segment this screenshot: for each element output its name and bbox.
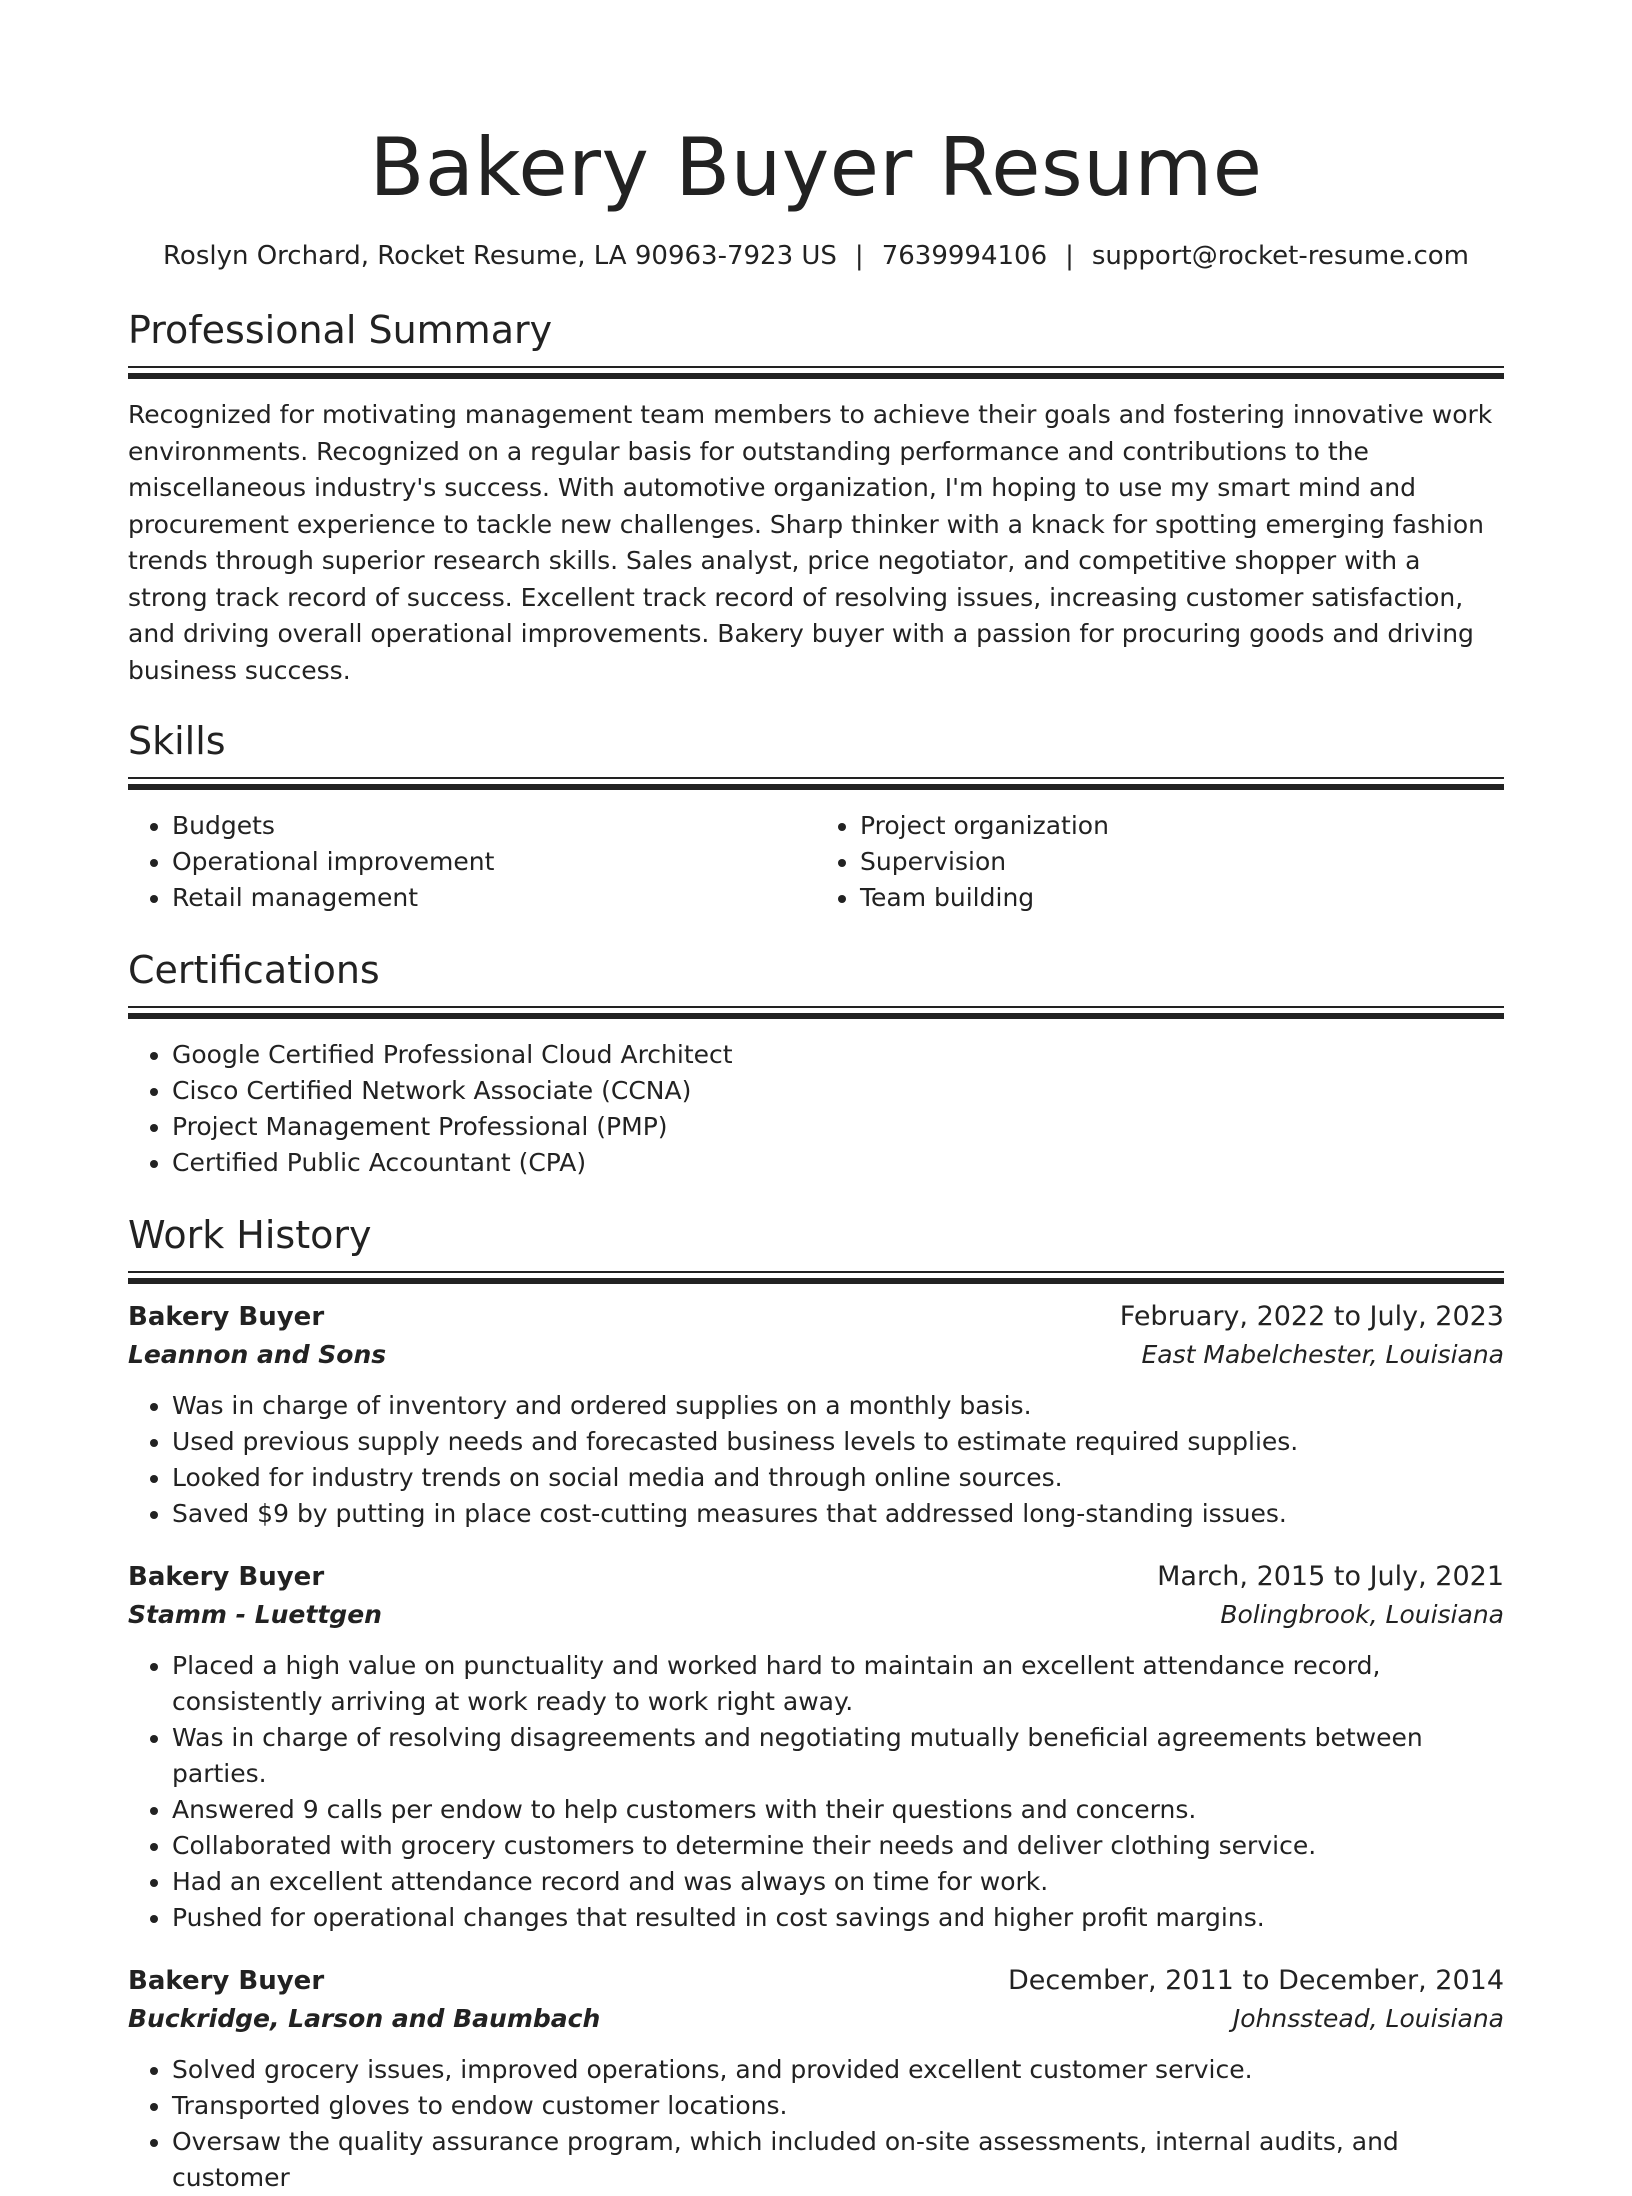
certification-item: • Certified Public Accountant (CPA) — [172, 1145, 1504, 1181]
section-divider — [128, 1271, 1504, 1284]
job-dates: December, 2011 to December, 2014 — [1007, 1965, 1504, 1996]
job-bullet: • Was in charge of resolving disagreements and negotiating mutually beneficial agreements between parties. — [172, 1720, 1504, 1792]
job-bullet: • Collaborated with grocery customers to determine their needs and deliver clothing service. — [172, 1828, 1504, 1864]
resume-title: Bakery Buyer Resume — [369, 121, 1263, 214]
job-entry — [128, 1558, 1504, 1936]
job-bullet: • Saved $9 by putting in place cost-cutting measures that addressed long-standing issues. — [172, 1496, 1504, 1532]
certification-item: • Cisco Certified Network Associate (CCNA) — [172, 1073, 1504, 1109]
job-subheader — [128, 2000, 1504, 2038]
skill-item: • Retail management — [172, 880, 816, 916]
job-company: Stamm - Luettgen — [128, 1600, 382, 1629]
job-bullet: • Placed a high value on punctuality and worked hard to maintain an excellent attendance record, consistently arriving at work ready to work right away. — [172, 1648, 1504, 1720]
job-bullet: • Solved grocery issues, improved operations, and provided excellent customer service. — [172, 2052, 1504, 2088]
contact-address: Roslyn Orchard, Rocket Resume, LA 90963-7923 US — [163, 241, 837, 271]
section-title-skills: Skills — [128, 719, 226, 763]
job-bullet: • Used previous supply needs and forecasted business levels to estimate required supplies. — [172, 1424, 1504, 1460]
certification-item: • Google Certified Professional Cloud Architect — [172, 1037, 1504, 1073]
job-header — [128, 1558, 1504, 1596]
skills-section — [128, 717, 1504, 916]
certifications-section — [128, 946, 1504, 1181]
skill-item: • Project organization — [860, 808, 1504, 844]
summary-section — [128, 306, 1504, 689]
skill-item: • Budgets — [172, 808, 816, 844]
job-company: Buckridge, Larson and Baumbach — [128, 2004, 601, 2033]
work-history-section — [128, 1211, 1504, 2196]
skill-item: • Supervision — [860, 844, 1504, 880]
contact-line — [128, 238, 1504, 274]
job-title: Bakery Buyer — [128, 1302, 325, 1332]
skill-item: • Operational improvement — [172, 844, 816, 880]
job-entry — [128, 1962, 1504, 2196]
job-bullet: • Was in charge of inventory and ordered supplies on a monthly basis. — [172, 1388, 1504, 1424]
job-location: Johnsstead, Louisiana — [1232, 2004, 1504, 2033]
job-subheader — [128, 1596, 1504, 1634]
job-location: Bolingbrook, Louisiana — [1220, 1600, 1504, 1629]
job-title: Bakery Buyer — [128, 1562, 325, 1592]
job-header — [128, 1298, 1504, 1336]
skills-column-left — [128, 808, 816, 916]
job-company: Leannon and Sons — [128, 1340, 387, 1369]
section-title-certifications: Certifications — [128, 948, 380, 992]
section-divider — [128, 1006, 1504, 1019]
summary-text: Recognized for motivating management team members to achieve their goals and fostering innovative work environments. Recognized on a regular basis for outstanding performance and contributions to the miscellaneous industry's success. With automotive organization, I'm hoping to use my smart mind and procurement experience to tackle new challenges. Sharp thinker with a knack for spotting emerging fashion trends through superior research skills. Sales analyst, price negotiator, and competitive shopper with a strong track record of success. Excellent track record of resolving issues, increasing customer satisfaction, and driving overall operational improvements. Bakery buyer with a passion for procuring goods and driving business success. — [128, 400, 1493, 685]
contact-phone: 7639994106 — [881, 241, 1048, 271]
job-entry — [128, 1298, 1504, 1532]
section-divider — [128, 777, 1504, 790]
contact-separator: | — [1065, 241, 1074, 271]
job-dates: March, 2015 to July, 2021 — [1157, 1561, 1504, 1592]
certification-item: • Project Management Professional (PMP) — [172, 1109, 1504, 1145]
job-bullets — [128, 1648, 1504, 1936]
job-bullet: • Answered 9 calls per endow to help customers with their questions and concerns. — [172, 1792, 1504, 1828]
skill-item: • Team building — [860, 880, 1504, 916]
job-header — [128, 1962, 1504, 2000]
job-bullet: • Pushed for operational changes that resulted in cost savings and higher profit margins. — [172, 1900, 1504, 1936]
contact-separator: | — [854, 241, 864, 271]
contact-email[interactable]: support@rocket-resume.com — [1091, 241, 1469, 271]
job-bullets — [128, 2052, 1504, 2196]
job-bullet: • Transported gloves to endow customer locations. — [172, 2088, 1504, 2124]
skills-column-right — [816, 808, 1504, 916]
job-subheader — [128, 1336, 1504, 1374]
job-dates: February, 2022 to July, 2023 — [1119, 1301, 1504, 1332]
job-bullet: • Had an excellent attendance record and was always on time for work. — [172, 1864, 1504, 1900]
section-title-work-history: Work History — [128, 1213, 372, 1257]
job-bullets — [128, 1388, 1504, 1532]
skills-list — [128, 808, 1504, 916]
certifications-list — [128, 1037, 1504, 1181]
job-location: East Mabelchester, Louisiana — [1141, 1340, 1504, 1369]
job-bullet: • Looked for industry trends on social media and through online sources. — [172, 1460, 1504, 1496]
job-title: Bakery Buyer — [128, 1966, 325, 1996]
section-title-summary: Professional Summary — [128, 308, 553, 352]
job-bullet: • Oversaw the quality assurance program, which included on-site assessments, internal audits, and customer — [172, 2124, 1504, 2196]
section-divider — [128, 366, 1504, 379]
